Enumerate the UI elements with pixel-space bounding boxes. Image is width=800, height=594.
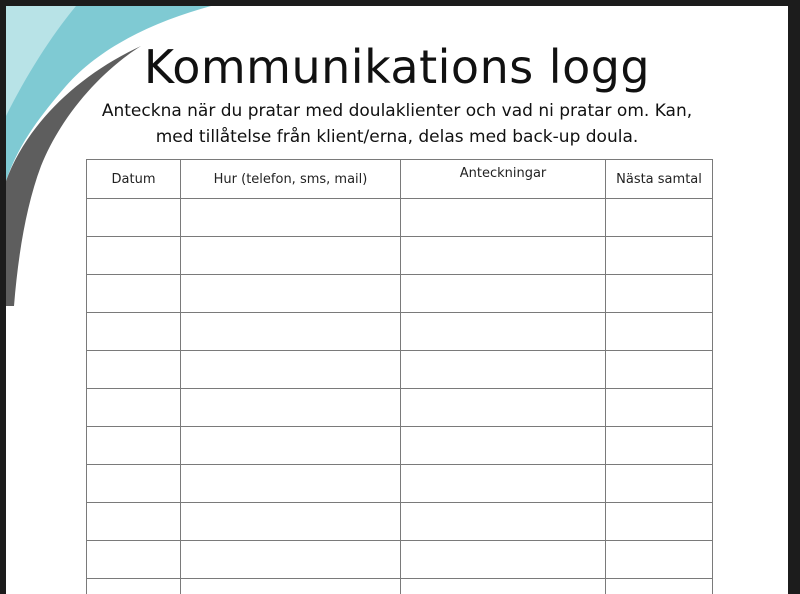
column-header-hur: Hur (telefon, sms, mail) — [181, 160, 401, 199]
table-cell — [87, 199, 181, 237]
table-cell — [87, 313, 181, 351]
table-cell — [401, 199, 606, 237]
table-cell — [606, 275, 713, 313]
table-cell — [181, 427, 401, 465]
table-cell — [606, 465, 713, 503]
document-page — [6, 6, 788, 594]
table-row — [87, 199, 713, 237]
column-header-datum: Datum — [87, 160, 181, 199]
table-cell — [606, 313, 713, 351]
table-cell — [181, 313, 401, 351]
page-subtitle — [66, 98, 728, 150]
table-row — [87, 237, 713, 275]
table-cell — [181, 237, 401, 275]
table-cell — [181, 351, 401, 389]
table-cell — [87, 503, 181, 541]
table-row — [87, 579, 713, 594]
table-cell — [606, 427, 713, 465]
table-header-row — [87, 160, 713, 199]
table-cell — [181, 541, 401, 579]
table-cell — [401, 541, 606, 579]
table-cell — [401, 427, 606, 465]
table-cell — [181, 389, 401, 427]
table-cell — [401, 503, 606, 541]
table-row — [87, 313, 713, 351]
table-cell — [87, 579, 181, 594]
table-row — [87, 351, 713, 389]
table-cell — [401, 351, 606, 389]
table-cell — [606, 199, 713, 237]
table-cell — [87, 351, 181, 389]
table-cell — [181, 199, 401, 237]
table-row — [87, 427, 713, 465]
table-cell — [87, 237, 181, 275]
communication-log-table — [86, 159, 713, 594]
table-cell — [606, 389, 713, 427]
table-cell — [401, 465, 606, 503]
table-cell — [87, 465, 181, 503]
table-cell — [401, 579, 606, 594]
subtitle-line-1: Anteckna när du pratar med doulaklienter och vad ni pratar om. Kan, — [101, 101, 693, 121]
table-cell — [606, 579, 713, 594]
table-body — [87, 199, 713, 594]
table-cell — [87, 275, 181, 313]
table-cell — [606, 237, 713, 275]
table-cell — [606, 541, 713, 579]
table-cell — [87, 427, 181, 465]
table-cell — [401, 389, 606, 427]
table-row — [87, 541, 713, 579]
table-cell — [87, 389, 181, 427]
table-row — [87, 389, 713, 427]
table-cell — [181, 503, 401, 541]
table-row — [87, 275, 713, 313]
table-row — [87, 503, 713, 541]
column-header-anteckningar: Anteckningar — [401, 160, 606, 199]
table-cell — [181, 579, 401, 594]
table-cell — [606, 351, 713, 389]
subtitle-line-2: med tillåtelse från klient/erna, delas med back-up doula. — [155, 127, 639, 147]
table-cell — [401, 275, 606, 313]
table-row — [87, 465, 713, 503]
column-header-nasta-samtal: Nästa samtal — [606, 160, 713, 199]
table-cell — [87, 541, 181, 579]
table-cell — [606, 503, 713, 541]
table-cell — [181, 465, 401, 503]
table-cell — [401, 237, 606, 275]
table-cell — [181, 275, 401, 313]
table-cell — [401, 313, 606, 351]
page-title: Kommunikations logg — [143, 40, 651, 94]
